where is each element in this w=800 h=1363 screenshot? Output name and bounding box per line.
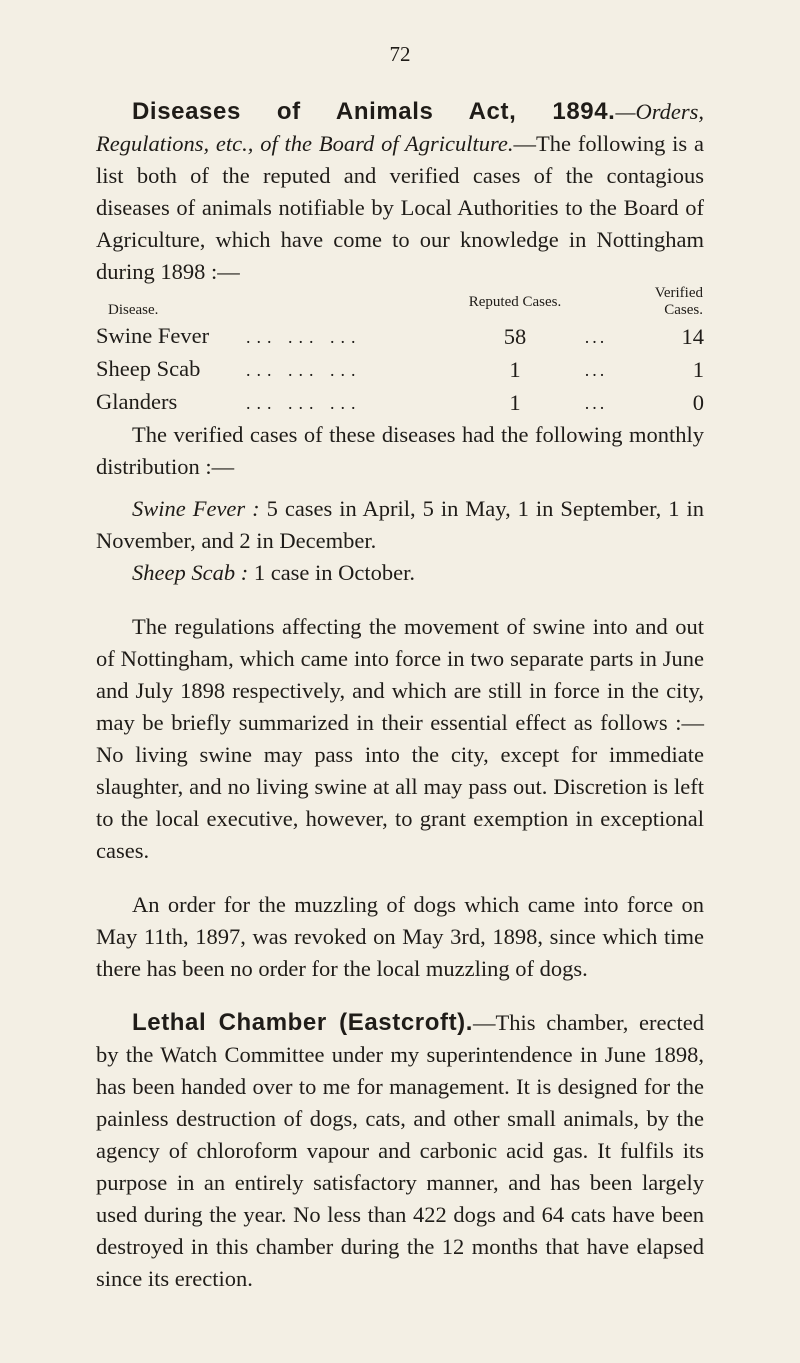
table-row — [96, 386, 704, 419]
verified-count: 1 — [692, 357, 704, 382]
swine-fever-distribution — [96, 493, 704, 557]
header-disease: Disease. — [108, 301, 159, 318]
diseases-act-paragraph — [96, 96, 704, 288]
reputed-count: 1 — [509, 357, 521, 382]
verified-count: 0 — [692, 390, 704, 415]
page-number: 72 — [389, 42, 411, 66]
dot-leader: ... ... ... — [246, 327, 362, 347]
orders-regulations-italic: —Orders, Regulations, etc., of the Board of Agriculture. — [96, 99, 704, 156]
table-row — [96, 320, 704, 353]
swine-fever-label: Swine Fever : — [132, 496, 260, 521]
table-header-row — [96, 284, 704, 320]
diseases-intro-text: —The following is a list both of the reputed and verified cases of the contagious diseases of animals notifiable by Local Authorities to the Board of Agriculture, which have come to our knowledge in Nottingham during 1898 :— — [96, 131, 704, 284]
sheep-scab-label: Sheep Scab : — [132, 560, 249, 585]
dot-leader: ... — [584, 327, 608, 347]
regulations-paragraph: The regulations affecting the movement of swine into and out of Nottingham, which came into force in two separate parts in June and July 1898 respectively, and which are still in force in the city, may be briefly summarized in their essential effect as follows :—No living swine may pass into the city, except for immediate slaughter, and no living swine at all may pass out. Discretion is left to the local executive, however, to grant exemption in exceptional cases. — [96, 614, 704, 863]
header-reputed-cases: Reputed Cases. — [468, 293, 562, 310]
lethal-chamber-paragraph — [96, 1007, 704, 1295]
disease-name: Glanders — [96, 389, 178, 414]
verified-count: 14 — [681, 324, 704, 349]
table-row — [96, 353, 704, 386]
sheep-scab-text: 1 case in October. — [248, 560, 416, 585]
muzzling-paragraph: An order for the muzzling of dogs which came into force on May 11th, 1897, was revoked on May 3rd, 1898, since which time there has been no order for the local muzzling of dogs. — [96, 892, 704, 981]
dot-leader: ... — [584, 360, 608, 380]
lethal-chamber-heading: Lethal Chamber (Eastcroft). — [132, 1009, 474, 1036]
cases-table — [96, 284, 704, 419]
disease-name: Swine Fever — [96, 323, 210, 348]
lethal-chamber-text: —This chamber, erected by the Watch Committee under my superintendence in June 1898, has been handed over to me for management. It is designed for the painless destruction of dogs, cats, and other small animals, by the agency of chloroform vapour and carbonic acid gas. It fulfils its purpose in an entirely satisfactory manner, and has been largely used during the year. No less than 422 dogs and 64 cats have been destroyed in this chamber during the 12 months that have elapsed since its erection. — [96, 1010, 705, 1291]
sheep-scab-distribution — [96, 557, 704, 589]
distribution-intro: The verified cases of these diseases had the following monthly distribution :— — [96, 422, 704, 479]
swine-fever-text: 5 cases in April, 5 in May, 1 in September, 1 in November, and 2 in December. — [96, 496, 704, 553]
dot-leader: ... — [584, 393, 608, 413]
reputed-count: 1 — [509, 390, 521, 415]
dot-leader: ... ... ... — [246, 360, 362, 380]
reputed-count: 58 — [503, 324, 527, 349]
dot-leader: ... ... ... — [246, 393, 362, 413]
diseases-act-heading: Diseases of Animals Act, 1894. — [132, 98, 616, 125]
header-verified-cases: Verified Cases. — [654, 285, 703, 318]
disease-name: Sheep Scab — [96, 356, 201, 381]
